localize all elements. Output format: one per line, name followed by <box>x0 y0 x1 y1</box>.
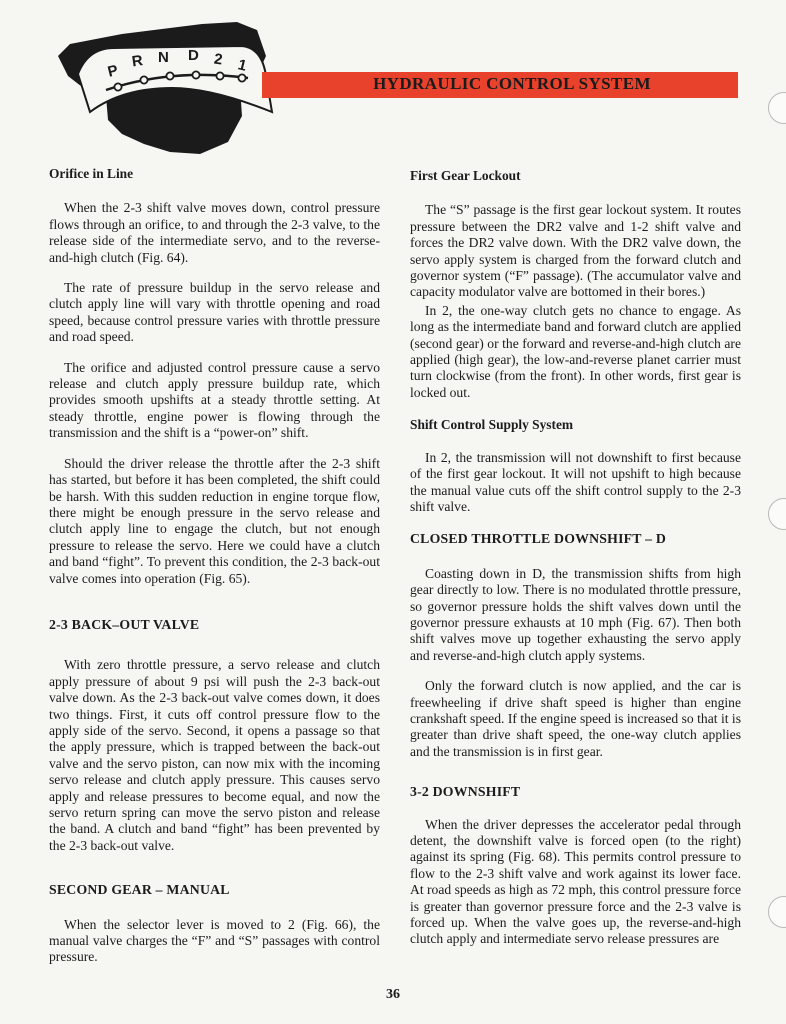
second-gear-paragraph-1: When the selector lever is moved to 2 (Fig. 66), the manual valve charges the “F” and “S” passages with control pressure. <box>49 916 380 965</box>
selector-letter-1: 1 <box>236 56 249 75</box>
closed-throttle-paragraph-2: Only the forward clutch is now applied, and the car is freewheeling if drive shaft speed is higher than engine crankshaft speed. If the engine speed is increased so that it is greater than drive shaft speed, the one-way clutch applies and the transmission is in first gear. <box>410 678 741 759</box>
backout-paragraph-1: With zero throttle pressure, a servo release and clutch apply pressure of about 9 psi will push the 2-3 back-out valve down. As the 2-3 back-out valve comes down, it does two things. First, it cuts off control pressure flow to the apply side of the servo. Second, it opens a passage so that the apply pressure, which is trapped between the back-out valve and the servo piston, can now mix with the incoming servo release and clutch apply pressure. This causes servo apply and release pressures to become equal, and now the servo return spring can move the servo piston and release the band. A clutch and band “fight” has been prevented by the 2-3 back-out valve. <box>49 657 380 853</box>
left-column <box>49 160 380 966</box>
backout-valve-heading: 2-3 BACK–OUT VALVE <box>49 616 200 632</box>
lockout-paragraph-2: In 2, the one-way clutch gets no chance to engage. As long as the intermediate band and forward clutch are applied (second gear) or the forward and reverse-and-high clutch are applied (high gear), the low-and-reverse planet carrier must turn clockwise (from the front). In other words, first gear is locked out. <box>410 302 741 400</box>
closed-throttle-paragraph-1: Coasting down in D, the transmission shifts from high gear directly to low. There is no modulated throttle pressure, so governor pressure holds the shift valves down until the governor pressure exhausts at 10 mph (Fig. 67). Then both shift valves move up together exhausting the servo apply and reverse-and-high clutch apply systems. <box>410 565 741 663</box>
second-gear-heading: SECOND GEAR – MANUAL <box>49 882 230 898</box>
orifice-paragraph-4: Should the driver release the throttle after the 2-3 shift has started, but before it has been completed, the shift could be harsh. With this sudden reduction in engine torque flow, there might be enough pressure in the servo release and clutch apply line to engage the clutch, but not enough pressure to release the servo. Here we could have a clutch and band “fight”. To prevent this condition, the 2-3 back-out valve comes into operation (Fig. 65). <box>49 455 380 586</box>
section-header-bar <box>262 72 738 98</box>
selector-letter-n: N <box>158 49 169 66</box>
orifice-heading: Orifice in Line <box>49 166 134 181</box>
binder-hole <box>768 896 786 928</box>
right-column <box>410 160 741 948</box>
section-title: HYDRAULIC CONTROL SYSTEM <box>373 74 651 93</box>
selector-letter-r: R <box>130 52 144 71</box>
selector-letter-2: 2 <box>212 50 224 69</box>
orifice-paragraph-3: The orifice and adjusted control pressure cause a servo release and clutch apply pressure buildup rate, which provides smooth upshifts at a steady throttle setting. At steady throttle, engine power is flowing through the transmission and the shift is a “power-on” shift. <box>49 359 380 441</box>
selector-letter-d: D <box>188 47 199 64</box>
lockout-paragraph-1: The “S” passage is the first gear lockout system. It routes pressure between the DR2 valve and 1-2 shift valve and forces the DR2 valve down. With the DR2 valve down, the servo apply system is charged from the forward clutch and governor system (“F” passage). (The accumulator valve and capacity modulator valve are bottomed in their bores.) <box>410 202 741 300</box>
shift-control-supply-heading: Shift Control Supply System <box>410 417 574 433</box>
gear-selector-logo <box>52 16 282 156</box>
selector-letter-p: P <box>105 61 120 81</box>
supply-paragraph-1: In 2, the transmission will not downshift to first because of the first gear lockout. It will not upshift to high because the manual value cuts off the shift control supply to the 2-3 shift valve. <box>410 449 741 514</box>
binder-hole <box>768 92 786 124</box>
page-number: 36 <box>386 987 400 1002</box>
first-gear-lockout-heading: First Gear Lockout <box>410 168 521 183</box>
downshift-paragraph-1: When the driver depresses the accelerator pedal through detent, the downshift valve is forced open (to the right) against its spring (Fig. 68). This permits control pressure to flow to the 2-3 shift valve and work against its lower face. At road speeds as high as 72 mph, this control pressure force is greater than governor pressure force and the 2-3 valve is forced up. When the valve goes up, the reverse-and-high clutch apply and intermediate servo release pressures are <box>410 816 741 947</box>
orifice-paragraph-1: When the 2-3 shift valve moves down, control pressure flows through an orifice, to and through the 2-3 valve, to the release side of the intermediate servo, and to the reverse-and-high clutch (Fig. 64). <box>49 200 380 265</box>
binder-hole <box>768 498 786 530</box>
orifice-paragraph-2: The rate of pressure buildup in the servo release and clutch apply line will vary with throttle opening and road speed, because control pressure varies with throttle pressure and road speed. <box>49 280 380 345</box>
downshift-3-2-heading: 3-2 DOWNSHIFT <box>410 784 521 800</box>
closed-throttle-downshift-heading: CLOSED THROTTLE DOWNSHIFT – D <box>410 531 666 547</box>
